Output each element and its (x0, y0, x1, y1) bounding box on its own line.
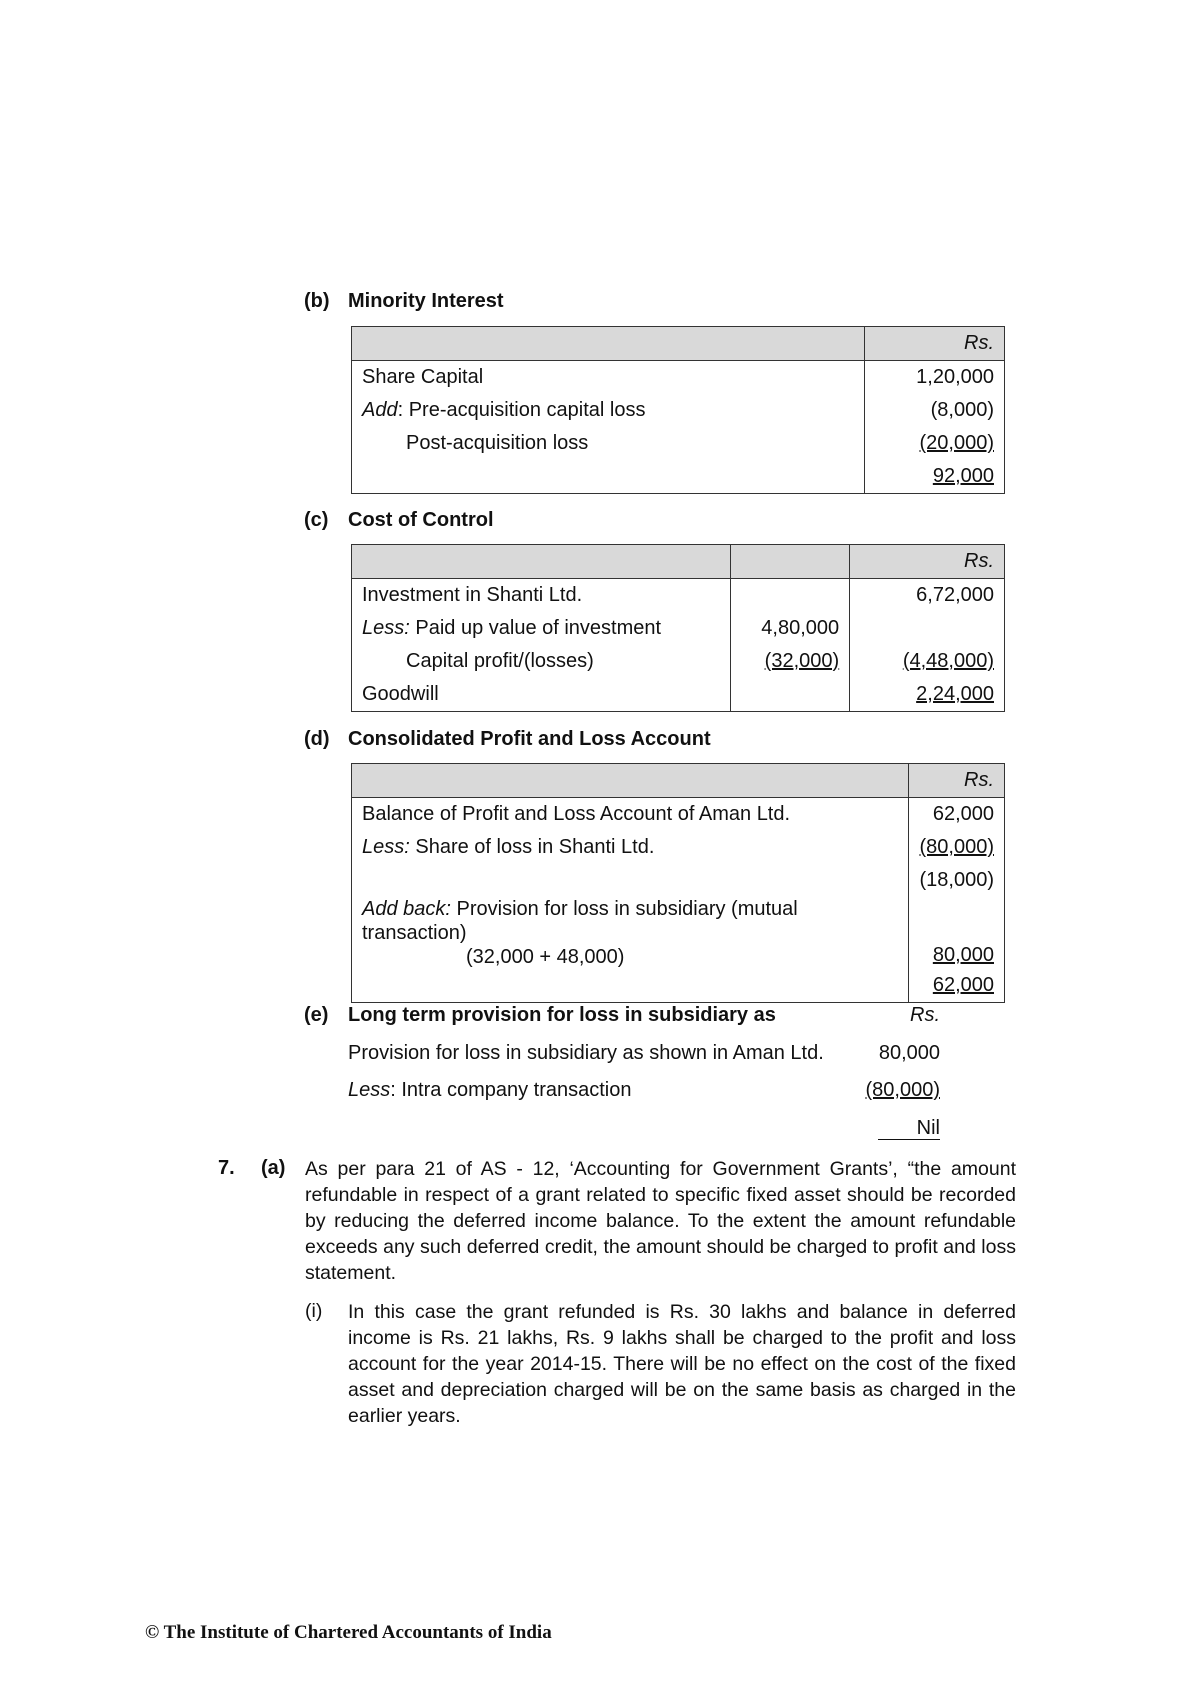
row-value: 80,000 (909, 897, 1005, 969)
question-7a-paragraph: As per para 21 of AS - 12, ‘Accounting for Government Grants’, “the amount refundable in respect of a grant related to specific fixed asset should be recorded by reducing the deferred income balance. To the extent the amount refundable exceeds any such deferred credit, the amount should be charged to profit and loss statement. (305, 1158, 1016, 1284)
sub-item-label: (i) (305, 1300, 323, 1322)
section-e-row-label: Provision for loss in subsidiary as shown in Aman Ltd. (348, 1042, 824, 1064)
total-value: 92,000 (865, 460, 1005, 494)
section-b-label: (b) (304, 290, 330, 312)
question-number: 7. (218, 1157, 235, 1179)
sub-item-paragraph: In this case the grant refunded is Rs. 30 lakhs and balance in deferred income is Rs. 21 lakhs, Rs. 9 lakhs shall be charged to the profit and loss account for the year 2014-15. There will be no effect on the cost of the fixed asset and depreciation charged will be on the same basis as charged in the earlier years. (348, 1301, 1016, 1427)
row-value: (4,48,000) (850, 645, 1005, 678)
row-mid-value: 4,80,000 (731, 612, 850, 645)
row-mid-value: (32,000) (731, 645, 850, 678)
row-label: Less: Paid up value of investment (352, 612, 731, 645)
row-value: 1,20,000 (865, 361, 1005, 395)
section-c-label: (c) (304, 509, 329, 531)
row-label: Less: Share of loss in Shanti Ltd. (352, 831, 909, 864)
row-value: (8,000) (865, 394, 1005, 427)
minority-interest-table (351, 326, 1005, 494)
row-value: (18,000) (909, 864, 1005, 897)
cost-of-control-table (351, 544, 1005, 712)
section-e-row-value: 80,000 (878, 1042, 940, 1064)
total-value: 62,000 (909, 969, 1005, 1003)
consolidated-pl-table (351, 763, 1005, 1003)
total-value: 2,24,000 (850, 678, 1005, 712)
section-e-currency: Rs. (910, 1004, 940, 1026)
section-e-row-label: Less: Intra company transaction (348, 1079, 632, 1101)
row-value: (80,000) (909, 831, 1005, 864)
row-label: Balance of Profit and Loss Account of Aman Ltd. (352, 798, 909, 832)
row-label: Add back: Provision for loss in subsidiary (mutual transaction) (32,000 + 48,000) (352, 897, 909, 969)
section-c-title: Cost of Control (348, 509, 494, 531)
row-label: Share Capital (352, 361, 865, 395)
row-value: 6,72,000 (850, 579, 1005, 613)
row-value: 62,000 (909, 798, 1005, 832)
footer-copyright: © The Institute of Chartered Accountants of India (145, 1622, 552, 1643)
question-part-label: (a) (261, 1157, 286, 1179)
currency-header: Rs. (865, 327, 1005, 361)
section-d-label: (d) (304, 728, 330, 750)
row-label: Capital profit/(losses) (352, 645, 731, 678)
row-label: Goodwill (352, 678, 731, 712)
currency-header: Rs. (850, 545, 1005, 579)
section-e-title: Long term provision for loss in subsidiary as (348, 1004, 776, 1026)
section-d-title: Consolidated Profit and Loss Account (348, 728, 711, 750)
row-label: Post-acquisition loss (352, 427, 865, 460)
row-label: Add: Pre-acquisition capital loss (352, 394, 865, 427)
section-e-total: Nil (878, 1117, 940, 1140)
row-label: Investment in Shanti Ltd. (352, 579, 731, 613)
currency-header: Rs. (909, 764, 1005, 798)
section-b-title: Minority Interest (348, 290, 504, 312)
row-value: (20,000) (865, 427, 1005, 460)
section-e-label: (e) (304, 1004, 329, 1026)
section-e-row-value: (80,000) (865, 1079, 940, 1101)
